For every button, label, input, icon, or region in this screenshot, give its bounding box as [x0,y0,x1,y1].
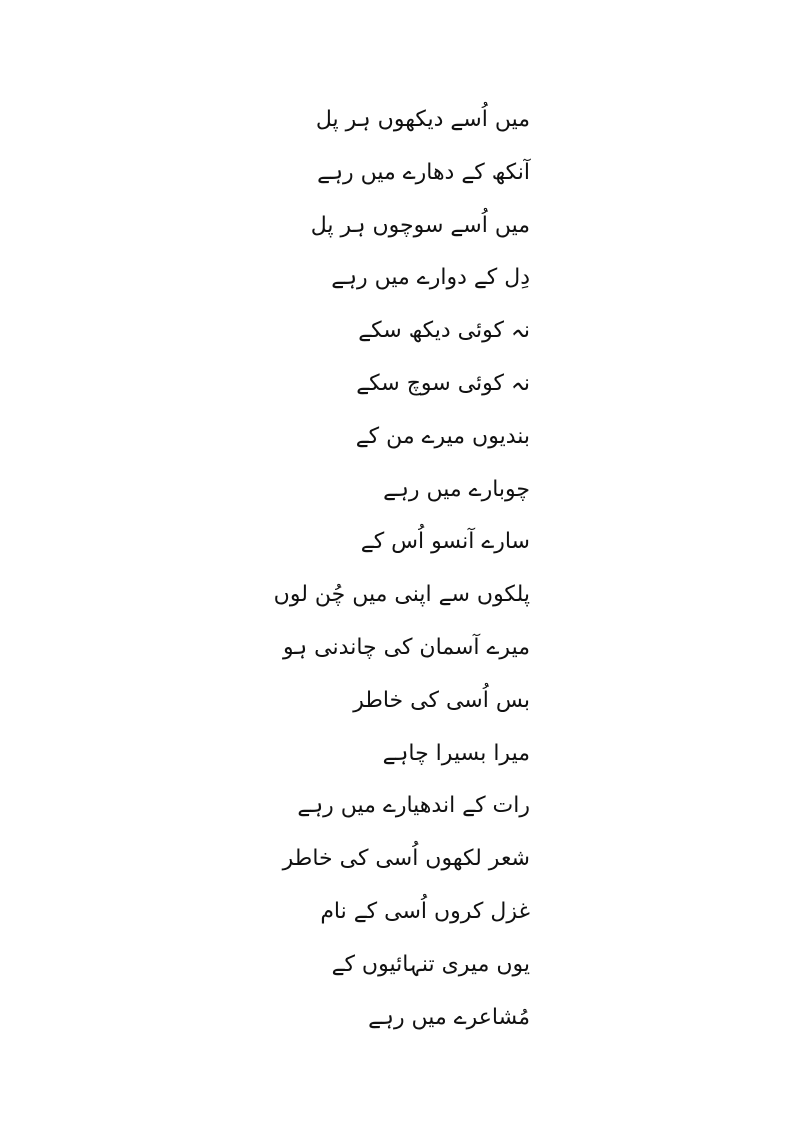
poem-line: میرا بسیرا چاہے [382,740,530,766]
poem-line: میرے آسمان کی چاندنی ہو [282,634,530,660]
poem-line: بس اُسی کی خاطر [353,687,530,713]
poem-line: رات کے اندھیارے میں رہے [297,793,530,819]
poem-line: شعر لکھوں اُسی کی خاطر [282,846,530,872]
poem-line: آنکھ کے دھارے میں رہے [317,159,530,185]
poem-line: مُشاعرے میں رہے [368,1004,530,1030]
poem-line: میں اُسے دیکھوں ہر پل [315,107,530,132]
poem-line: نہ کوئی سوچ سکے [356,370,530,396]
poem-line: پلکوں سے اپنی میں چُن لوں [273,582,530,608]
poem-line: چوبارے میں رہے [383,476,530,502]
poem-line: یوں میری تنہائیوں کے [331,951,530,977]
poem-line: دِل کے دوارے میں رہے [331,265,530,291]
poem-line: نہ کوئی دیکھ سکے [358,318,530,344]
poem [260,94,530,1044]
poem-line: بندیوں میرے من کے [355,423,530,449]
poem-line: غزل کروں اُسی کے نام [320,898,530,924]
poem-line: میں اُسے سوچوں ہر پل [310,212,530,238]
poem-line: سارے آنسو اُس کے [360,529,530,555]
